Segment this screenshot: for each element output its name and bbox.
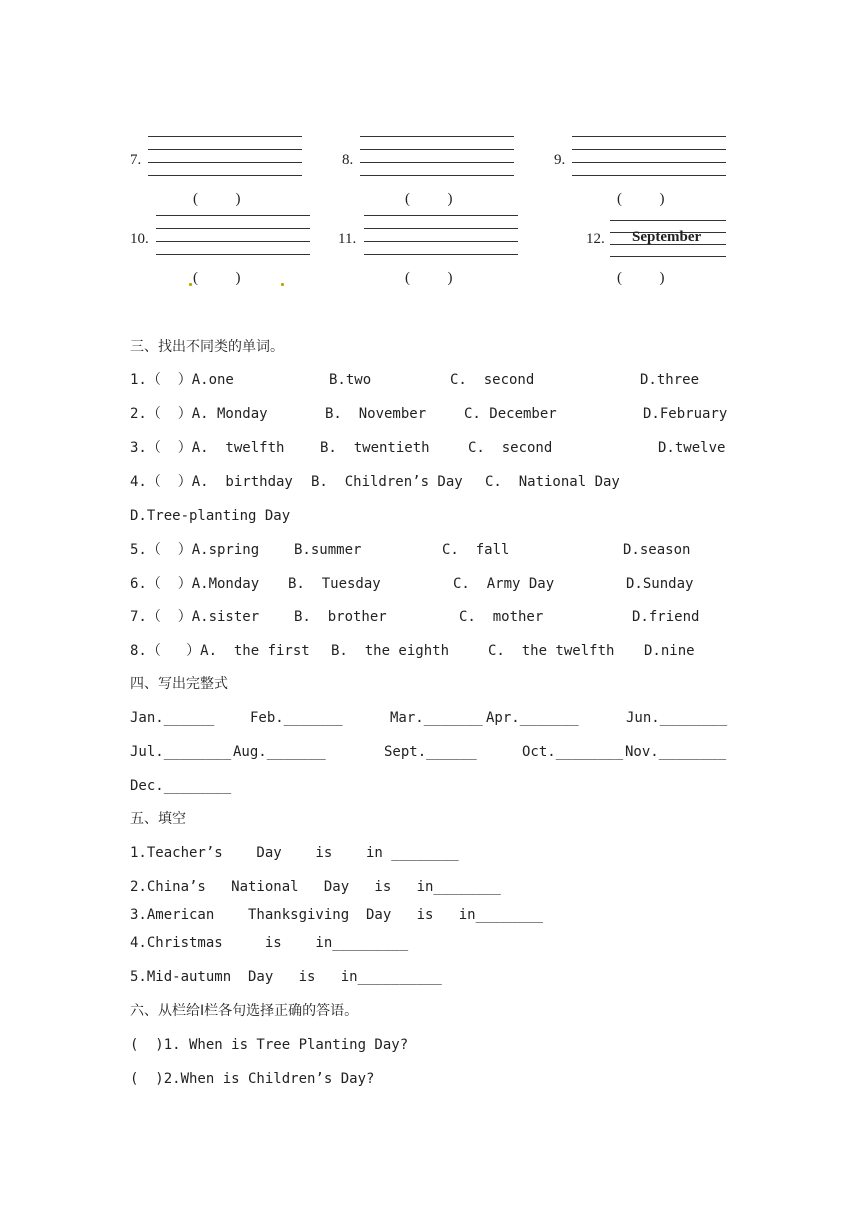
question-stem: 3.（ ）A. twelfth [130, 440, 285, 456]
item-number: 9. [554, 152, 566, 168]
option-b: B.two [329, 372, 372, 388]
writing-line [360, 162, 514, 163]
answer-paren: ( ) [405, 270, 453, 286]
writing-line [156, 228, 310, 229]
question-stem: 2.（ ）A. Monday [130, 406, 268, 422]
month-blank: Jul.________ [130, 744, 232, 760]
option-c: C. Army Day [453, 576, 555, 592]
option-b: B. Children’s Day [311, 474, 463, 490]
writing-line [360, 175, 514, 176]
option-b: B.summer [294, 542, 362, 558]
writing-line [156, 254, 310, 255]
option-b: B. Tuesday [288, 576, 381, 592]
item-number: 12. [586, 231, 605, 247]
section-title: 五、填空 [130, 811, 186, 827]
option-d: D.twelve [658, 440, 726, 456]
option-c: C. the twelfth [488, 643, 615, 659]
question-stem: 5.（ ）A.spring [130, 542, 260, 558]
option-c: C. National Day [485, 474, 620, 490]
fill-item: 1.Teacher’s Day is in ________ [130, 845, 459, 861]
writing-line [572, 136, 726, 137]
item-number: 11. [338, 231, 357, 247]
answer-paren: ( ) [193, 191, 241, 207]
writing-line [572, 175, 726, 176]
month-blank: Oct.________ [522, 744, 624, 760]
writing-line [610, 220, 726, 221]
option-d: D.February [643, 406, 728, 422]
question-stem: 8.（ ）A. the first [130, 643, 310, 659]
month-blank: Dec.________ [130, 778, 232, 794]
match-item: ( )2.When is Children’s Day? [130, 1071, 375, 1087]
option-b: B. November [325, 406, 427, 422]
writing-line [148, 162, 302, 163]
answer-paren: ( ) [617, 270, 665, 286]
option-c: C. second [450, 372, 535, 388]
match-item: ( )1. When is Tree Planting Day? [130, 1037, 409, 1053]
question-stem: 4.（ ）A. birthday [130, 474, 293, 490]
option-b: B. brother [294, 609, 387, 625]
option-c: C. second [468, 440, 553, 456]
fill-item: 5.Mid-autumn Day is in__________ [130, 969, 442, 985]
fill-item: 3.American Thanksgiving Day is in________ [130, 907, 544, 923]
section-title: 六、从栏给Ⅰ栏各句选择正确的答语。 [130, 1003, 359, 1019]
option-c: C. fall [442, 542, 510, 558]
item-number: 7. [130, 152, 142, 168]
writing-line [148, 175, 302, 176]
writing-line [156, 241, 310, 242]
question-stem: 1.（ ）A.one [130, 372, 234, 388]
fill-item: 2.China’s National Day is in________ [130, 879, 501, 895]
month-blank: Sept.______ [384, 744, 477, 760]
option-d: D.Tree-planting Day [130, 508, 291, 524]
answer-paren: ( ) [405, 191, 453, 207]
option-b: B. the eighth [331, 643, 450, 659]
example-word: September [632, 229, 702, 245]
writing-line [364, 215, 518, 216]
month-blank: Mar._______ [390, 710, 483, 726]
option-d: D.three [640, 372, 700, 388]
writing-line [364, 241, 518, 242]
month-blank: Feb._______ [250, 710, 343, 726]
item-number: 10. [130, 231, 149, 247]
answer-paren: ( ) [193, 270, 241, 286]
writing-line [364, 254, 518, 255]
writing-line [610, 256, 726, 257]
option-c: C. December [464, 406, 557, 422]
month-blank: Jun.________ [626, 710, 728, 726]
option-d: D.season [623, 542, 691, 558]
item-number: 8. [342, 152, 354, 168]
writing-line [156, 215, 310, 216]
month-blank: Nov.________ [625, 744, 727, 760]
writing-line [360, 136, 514, 137]
writing-line [572, 149, 726, 150]
month-blank: Jan.______ [130, 710, 215, 726]
question-stem: 6.（ ）A.Monday [130, 576, 260, 592]
writing-line [572, 162, 726, 163]
writing-line [360, 149, 514, 150]
option-c: C. mother [459, 609, 544, 625]
section-title: 三、找出不同类的单词。 [130, 339, 284, 355]
writing-line [148, 136, 302, 137]
option-d: D.nine [644, 643, 695, 659]
question-stem: 7.（ ）A.sister [130, 609, 260, 625]
writing-line [364, 228, 518, 229]
section-title: 四、写出完整式 [130, 676, 228, 692]
option-d: D.friend [632, 609, 700, 625]
writing-line [148, 149, 302, 150]
answer-paren: ( ) [617, 191, 665, 207]
month-blank: Aug._______ [233, 744, 326, 760]
stray-mark [189, 283, 192, 286]
option-b: B. twentieth [320, 440, 430, 456]
fill-item: 4.Christmas is in_________ [130, 935, 409, 951]
month-blank: Apr._______ [486, 710, 579, 726]
option-d: D.Sunday [626, 576, 694, 592]
stray-mark [281, 283, 284, 286]
